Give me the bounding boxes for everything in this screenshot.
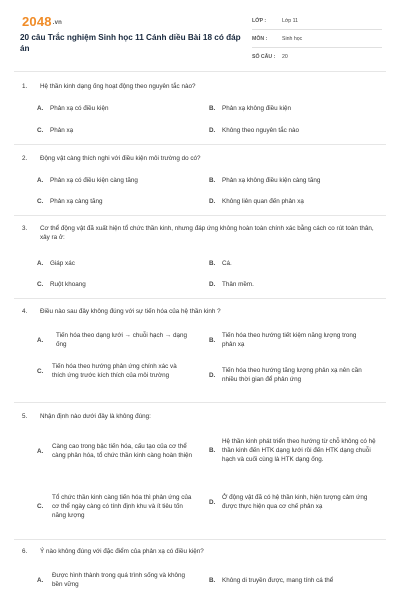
meta-key: MÔN :	[252, 35, 268, 42]
meta-value: Lớp 11	[282, 17, 298, 24]
question-text: Cơ thể động vật đã xuất hiện tổ chức thần kinh, nhưng đáp ứng không hoàn toàn chính xác bằng cách co rút toàn thân, xảy ra ở:	[40, 225, 374, 241]
option-text: Tổ chức thần kinh càng tiến hóa thì phản ứng của cơ thể ngày càng có tính định khu và ít tiêu tốn năng lượng	[52, 494, 192, 519]
question-4	[22, 307, 382, 316]
option-text: Thân mềm.	[222, 281, 254, 288]
option-b[interactable]	[209, 104, 379, 113]
option-text: Tiến hóa theo hướng phản ứng chính xác và thích ứng trước kích thích của môi trường	[52, 363, 177, 379]
option-a[interactable]	[37, 571, 197, 589]
option-a[interactable]	[37, 442, 197, 460]
meta-key: LỚP :	[252, 17, 267, 24]
option-letter: C.	[37, 281, 44, 288]
option-letter: D.	[209, 498, 216, 506]
option-text: Không theo nguyên tắc nào	[222, 127, 300, 134]
option-text: Không di truyền được, mang tính cá thể	[222, 577, 334, 584]
option-letter: C.	[37, 503, 44, 510]
option-d[interactable]	[209, 126, 379, 135]
question-text: Hệ thần kinh dạng ống hoạt động theo nguyên tắc nào?	[40, 83, 196, 90]
option-a[interactable]	[37, 104, 197, 113]
meta-row-subject	[252, 30, 382, 48]
option-d[interactable]	[209, 493, 379, 511]
meta-row-grade	[252, 12, 382, 30]
option-letter: B.	[209, 577, 216, 584]
divider	[14, 71, 386, 72]
divider	[14, 402, 386, 403]
option-text: Ruột khoang	[50, 281, 86, 288]
divider	[14, 298, 386, 299]
question-3	[22, 224, 382, 242]
option-d[interactable]	[209, 197, 379, 206]
divider	[14, 144, 386, 145]
option-text: Tiến hóa theo hướng tăng lượng phản xạ nên cần nhiều thời gian để phản ứng	[222, 367, 362, 383]
option-text: Cá.	[222, 260, 232, 267]
option-letter: C.	[37, 198, 44, 205]
option-c[interactable]	[37, 493, 197, 520]
option-text: Phản xạ không điều kiện càng tăng	[222, 177, 321, 184]
option-text: Tiến hóa theo dạng lưới → chuỗi hạch → dạng ống	[56, 332, 187, 348]
option-b[interactable]	[209, 176, 379, 185]
option-letter: B.	[209, 105, 216, 112]
question-text: Nhận định nào dưới đây là không đúng:	[40, 413, 151, 420]
option-text: Phản xạ không điều kiện	[222, 105, 291, 112]
option-letter: A.	[37, 105, 44, 112]
option-a[interactable]	[37, 259, 197, 268]
option-c[interactable]	[37, 280, 197, 289]
logo-suffix: .vn	[52, 20, 63, 26]
option-letter: D.	[209, 198, 216, 205]
option-d[interactable]	[209, 280, 379, 289]
logo-main: 2048	[22, 14, 52, 29]
option-b[interactable]	[209, 437, 379, 464]
divider	[14, 539, 386, 540]
question-5	[22, 412, 382, 421]
option-text: Phản xạ có điều kiện càng tăng	[50, 177, 138, 184]
option-text: Phản xạ	[50, 127, 74, 134]
question-6	[22, 547, 382, 556]
question-number: 4.	[22, 308, 28, 315]
option-letter: C.	[37, 367, 44, 375]
question-number: 6.	[22, 548, 28, 555]
document-title: 20 câu Trắc nghiệm Sinh học 11 Cánh diều Bài 18 có đáp án	[20, 33, 241, 53]
question-number: 1.	[22, 83, 28, 90]
question-text: Động vật càng thích nghi với điều kiện môi trường do có?	[40, 155, 201, 162]
option-letter: D.	[209, 281, 216, 288]
header	[0, 0, 400, 62]
option-text: Ở động vật đã có hệ thần kinh, hiện tượng cảm ứng được thực hiện qua cơ chế phản xạ	[222, 494, 368, 510]
option-a[interactable]	[37, 176, 197, 185]
option-letter: D.	[209, 127, 216, 134]
option-letter: B.	[209, 447, 216, 454]
meta-table	[252, 12, 382, 65]
option-letter: A.	[37, 576, 44, 584]
site-logo[interactable]	[22, 14, 62, 29]
option-a[interactable]	[37, 331, 187, 349]
option-text: Được hình thành trong quá trình sống và không bền vững	[52, 572, 185, 588]
option-letter: B.	[209, 336, 216, 344]
option-c[interactable]	[37, 197, 197, 206]
option-text: Hệ thần kinh phát triển theo hướng từ chỗ không có hệ thần kinh đến HTK dạng lưới rồi đến HTK dạng chuỗi hạch và cuối cùng là HTK dạng ống.	[222, 438, 376, 463]
question-number: 5.	[22, 413, 28, 420]
question-number: 3.	[22, 225, 28, 232]
meta-row-count	[252, 48, 382, 65]
option-c[interactable]	[37, 126, 197, 135]
option-text: Phản xạ có điều kiện	[50, 105, 109, 112]
divider	[14, 215, 386, 216]
question-text: Ý nào không đúng với đặc điểm của phản xạ có điều kiện?	[40, 548, 204, 555]
option-letter: A.	[37, 336, 44, 344]
meta-value: 20	[282, 53, 288, 60]
question-2	[22, 154, 382, 163]
option-text: Phản xạ càng tăng	[50, 198, 103, 205]
question-number: 2.	[22, 155, 28, 162]
option-b[interactable]	[209, 576, 379, 585]
option-letter: B.	[209, 177, 216, 184]
option-c[interactable]	[37, 362, 187, 380]
option-letter: B.	[209, 260, 216, 267]
option-b[interactable]	[209, 259, 379, 268]
option-text: Càng cao trong bậc tiến hóa, cấu tạo của cơ thể càng phân hóa, tổ chức thần kinh càng hoàn thiện	[52, 443, 193, 459]
option-d[interactable]	[209, 366, 369, 384]
option-b[interactable]	[209, 331, 369, 349]
meta-value: Sinh học	[282, 35, 303, 42]
option-text: Tiến hóa theo hướng tiết kiệm năng lượng trong phản xạ	[222, 332, 357, 348]
meta-key: SỐ CÂU :	[252, 53, 276, 60]
option-letter: A.	[37, 447, 44, 455]
option-letter: C.	[37, 127, 44, 134]
option-letter: A.	[37, 177, 44, 184]
option-letter: A.	[37, 260, 44, 267]
option-text: Giáp xác	[50, 260, 75, 267]
option-text: Không liên quan đến phản xạ	[222, 198, 304, 205]
question-text: Điều nào sau đây không đúng với sự tiến hóa của hệ thần kinh ?	[40, 308, 221, 315]
question-1	[22, 82, 382, 91]
option-letter: D.	[209, 371, 216, 379]
